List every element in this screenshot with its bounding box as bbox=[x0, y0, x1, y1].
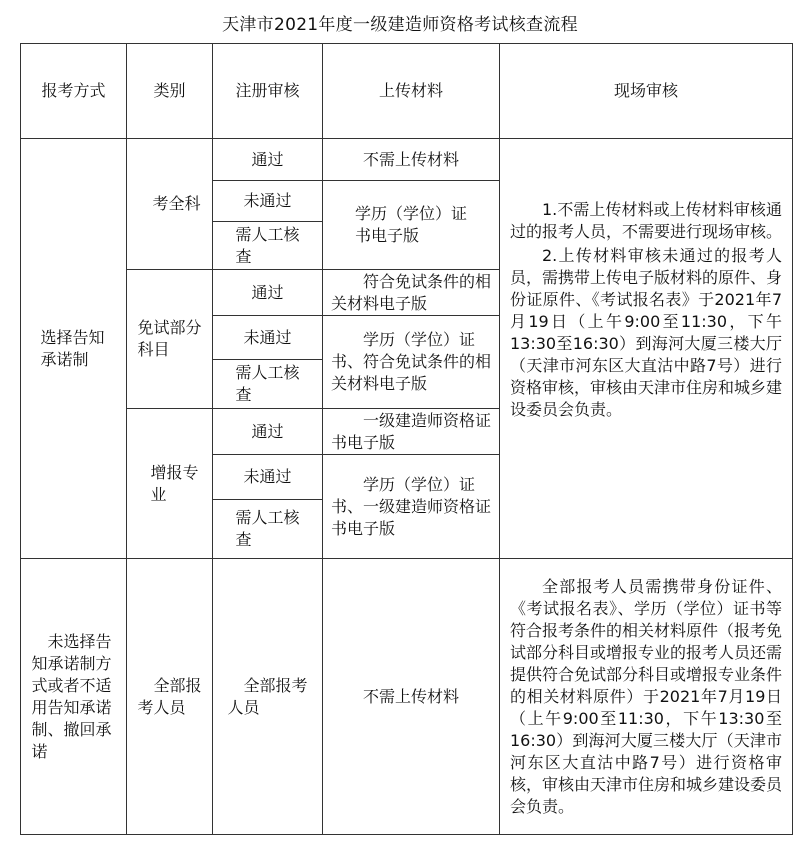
upload-cell: 学历（学位）证书电子版 bbox=[323, 181, 500, 270]
status-cell: 未通过 bbox=[213, 181, 323, 222]
table-row bbox=[21, 139, 793, 181]
upload-cell: 一级建造师资格证书电子版 bbox=[323, 409, 500, 455]
header-row bbox=[21, 44, 793, 139]
method-other-cell: 未选择告知承诺制方式或者不适用告知承诺制、撤回承诺 bbox=[21, 559, 127, 835]
onsite-notify-cell bbox=[500, 139, 793, 559]
status-cell: 未通过 bbox=[213, 455, 323, 500]
category-add-major-cell: 增报专业 bbox=[127, 409, 213, 559]
category-all-cell: 全部报考人员 bbox=[127, 559, 213, 835]
status-cell: 未通过 bbox=[213, 316, 323, 360]
category-full-cell: 考全科 bbox=[127, 139, 213, 270]
header-category: 类别 bbox=[127, 44, 213, 139]
header-method: 报考方式 bbox=[21, 44, 127, 139]
page-title: 天津市2021年度一级建造师资格考试核查流程 bbox=[222, 15, 578, 35]
review-process-table bbox=[20, 43, 793, 835]
category-exempt-cell: 免试部分科目 bbox=[127, 270, 213, 409]
status-cell: 通过 bbox=[213, 409, 323, 455]
method-notify-cell: 选择告知承诺制 bbox=[21, 139, 127, 559]
status-cell: 需人工核查 bbox=[213, 360, 323, 409]
upload-none-cell: 不需上传材料 bbox=[323, 559, 500, 835]
onsite-paragraph-1: 1.不需上传材料或上传材料审核通过的报考人员，不需要进行现场审核。 bbox=[510, 200, 783, 241]
onsite-paragraph-2: 2.上传材料审核未通过的报考人员，需携带上传电子版材料的原件、身份证原件、《考试报名表》于2021年7月19日（上午9:00至11:30，下午13:30至16:30）到海河大厦三楼大厅（天津市河东区大直沽中路7号）进行资格审核，审核由天津市住房和城乡建设委员会负责。 bbox=[510, 246, 783, 419]
upload-cell: 不需上传材料 bbox=[323, 139, 500, 181]
upload-cell: 符合免试条件的相关材料电子版 bbox=[323, 270, 500, 316]
status-cell: 通过 bbox=[213, 270, 323, 316]
header-registration-review: 注册审核 bbox=[213, 44, 323, 139]
upload-cell: 学历（学位）证书、符合免试条件的相关材料电子版 bbox=[323, 316, 500, 409]
header-onsite: 现场审核 bbox=[500, 44, 793, 139]
status-cell: 通过 bbox=[213, 139, 323, 181]
header-upload: 上传材料 bbox=[323, 44, 500, 139]
table-row bbox=[21, 559, 793, 835]
upload-cell: 学历（学位）证书、一级建造师资格证书电子版 bbox=[323, 455, 500, 559]
onsite-other-cell: 全部报考人员需携带身份证件、《考试报名表》、学历（学位）证书等符合报考条件的相关材料原件（报考免试部分科目或增报专业的报考人员还需提供符合免试部分科目或增报专业条件的相关材料原件）于2021年7月19日（上午9:00至11:30，下午13:30至16:30）到海河大厦三楼大厅（天津市河东区大直沽中路7号）进行资格审核，审核由天津市住房和城乡建设委员会负责。 bbox=[500, 559, 793, 835]
status-all-cell: 全部报考人员 bbox=[213, 559, 323, 835]
status-cell: 需人工核查 bbox=[213, 500, 323, 559]
status-cell: 需人工核查 bbox=[213, 222, 323, 270]
